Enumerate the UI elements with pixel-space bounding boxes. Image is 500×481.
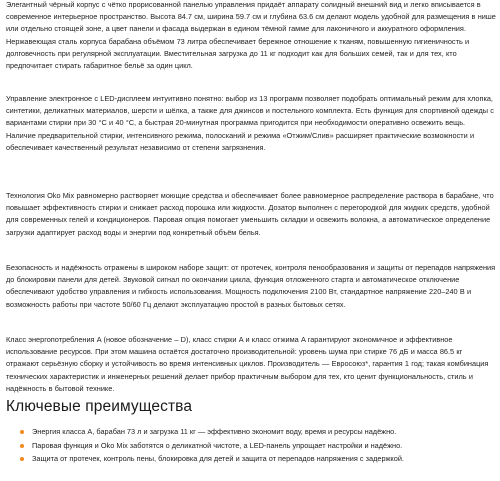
description-paragraph-controls: Управление электронное с LED-дисплеем интуитивно понятно: выбор из 13 программ позволяет подобрать оптимальный режим для хлопка, синтетики, деликатных материалов, шерсти и шёлка, а также для джинсов и постельного комплекта. Есть функция для спортивной одежды с вариантами стирки при 30 °C и 40 °C, а быстрая 20-минутная программа пригодится при необходимости оперативно освежить вещь. Наличие предварительной стирки, интенсивного режима, полосканий и режима «Отжим/Слив» расширяет практические возможности и обеспечивает качественный результат независимо от степени загрязнения. <box>6 94 494 152</box>
bullet-dot-icon <box>20 444 24 448</box>
description-paragraph-technology: Технология Oko Mix равномерно растворяет моющие средства и обеспечивает более равномерное распределение раствора в барабане, что повышает эффективность стирки и снижает расход порошка или жидкости. Дозатор выполнен с перегородкой для жидких средств, удобной для современных гелей и кондиционеров. Паровая опция помогает уменьшить складки и освежить волокна, а автоматическое определение загрузки адаптирует расход воды и энергии под конкретный объём белья. <box>6 191 494 237</box>
benefit-text: Паровая функция и Oko Mix заботятся о деликатной чистоте, а LED-панель упрощает настройки и надёжно. <box>32 440 403 450</box>
benefits-list <box>6 425 496 466</box>
benefit-item <box>6 439 496 453</box>
benefit-item <box>6 425 496 439</box>
description-paragraph-safety: Безопасность и надёжность отражены в широком наборе защит: от протечек, контроля пенообразования и защиты от перепадов напряжения до блокировки панели для детей. Звуковой сигнал по окончании цикла, функция отложенного старта и автоматическое отключение обеспечивают удобство управления и гибкость использования. Мощность подключения 2100 Вт, стандартное напряжение 220–240 В и возможность работы при частоте 50/60 Гц делают эксплуатацию простой в разных бытовых сетях. <box>6 263 496 309</box>
bullet-dot-icon <box>20 430 24 434</box>
benefit-item <box>6 452 496 466</box>
benefit-text: Энергия класса A, барабан 73 л и загрузка 11 кг — эффективно экономит воду, время и ресурсы надёжно. <box>32 427 397 436</box>
benefits-heading: Ключевые преимущества <box>6 398 193 415</box>
description-paragraph-efficiency: Класс энергопотребления A (новое обозначение – D), класс стирки A и класс отжима A гарантируют экономичное и эффективное использование ресурсов. При этом машина остаётся достаточно производительной: уровень шума при стирке 76 дБ и масса 86.5 кг отражают серьёзную сборку и устойчивость во время интенсивных циклов. Производитель — Евросоюз*, гарантия 1 год; такая комбинация технических характеристик и инженерных решений делает прибор практичным выбором для тех, кто ценит функциональность, стиль и надёжность в бытовой технике. <box>6 335 489 393</box>
description-paragraph-design: Элегантный чёрный корпус с чётко прорисованной панелью управления придаёт аппарату солидный внешний вид и легко вписывается в современное интерьерное пространство. Высота 84.7 см, ширина 59.7 см и глубина 63.6 см делают модель удобной для размещения в нише или отдельно стоящей зоне, а цвет панели и фасада выдержан в едином тёмной гамме для лаконичного и аккуратного оформления. Нержавеющая сталь корпуса барабана объёмом 73 литра обеспечивает бережное отношение к тканям, повышенную гигиеничность и долговечность при регулярной эксплуатации. Вместительная загрузка до 11 кг подходит как для больших семей, так и для тех, кто предпочитает стирать габаритное бельё за один цикл. <box>6 0 496 71</box>
benefit-text: Защита от протечек, контроль пены, блокировка для детей и защита от перепадов напряжения с задержкой. <box>32 454 404 463</box>
bullet-dot-icon <box>20 457 24 461</box>
